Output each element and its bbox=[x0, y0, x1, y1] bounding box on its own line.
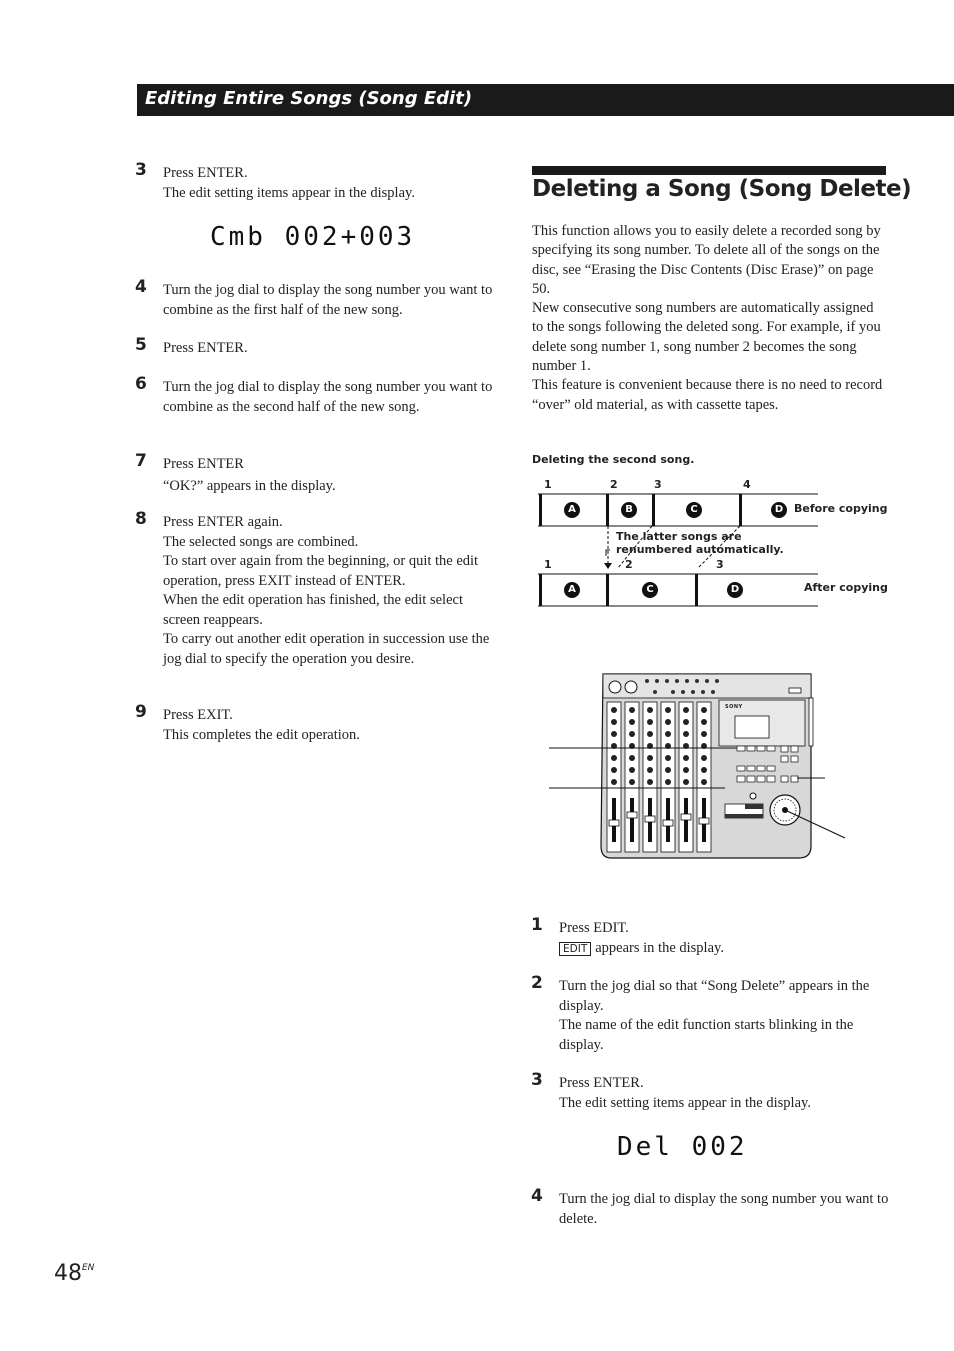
step-text: The edit setting items appear in the display. bbox=[163, 184, 415, 201]
step-number: 9 bbox=[135, 702, 147, 722]
renumber-note: The latter songs are bbox=[616, 530, 742, 543]
right-step-2 bbox=[531, 973, 889, 1055]
right-step-3 bbox=[531, 1070, 889, 1113]
left-step-4 bbox=[135, 277, 493, 320]
step-text: Press EXIT. bbox=[163, 707, 233, 723]
step-number: 3 bbox=[531, 1070, 543, 1090]
device-brand-logo: SONY bbox=[725, 704, 743, 710]
left-step-3 bbox=[135, 160, 493, 203]
diagram-caption: Deleting the second song. bbox=[532, 453, 695, 466]
step-text: Press ENTER. bbox=[163, 165, 248, 181]
step-number: 2 bbox=[531, 973, 543, 993]
song-marker-b: B bbox=[621, 502, 637, 518]
step-text: Press ENTER bbox=[163, 456, 244, 472]
step-number: 4 bbox=[135, 277, 147, 297]
step-number: 5 bbox=[135, 335, 147, 355]
left-step-5 bbox=[135, 335, 493, 359]
step-text: Press ENTER again. bbox=[163, 514, 283, 530]
step-text: Turn the jog dial so that “Song Delete” appears in the display. bbox=[559, 978, 870, 1014]
intro-paragraph: This function allows you to easily delete a recorded song by specifying its song number. To delete all of the songs on the disc, see “Erasing the Disc Contents (Disc Erase)” on page 50. bbox=[532, 223, 881, 297]
before-number: 2 bbox=[610, 478, 618, 491]
page-number bbox=[54, 1261, 94, 1286]
section-header-title: Editing Entire Songs (Song Edit) bbox=[145, 88, 473, 109]
step-number: 6 bbox=[135, 374, 147, 394]
left-step-9 bbox=[135, 702, 493, 745]
step-text: Turn the jog dial to display the song number you want to combine as the second half of the new song. bbox=[163, 379, 493, 415]
left-step-8 bbox=[135, 509, 493, 669]
step-number: 7 bbox=[135, 451, 147, 471]
step-number: 1 bbox=[531, 915, 543, 935]
renumber-note: renumbered automatically. bbox=[616, 543, 784, 556]
step-number: 3 bbox=[135, 160, 147, 180]
step-text: To carry out another edit operation in succession use the jog dial to specify the operation you desire. bbox=[163, 631, 490, 667]
before-number: 1 bbox=[544, 478, 552, 491]
page-number-value: 48 bbox=[54, 1261, 82, 1286]
left-step-7 bbox=[135, 451, 493, 496]
step-text: Turn the jog dial to display the song number you want to delete. bbox=[559, 1191, 889, 1227]
step-number: 4 bbox=[531, 1186, 543, 1206]
section-intro bbox=[532, 222, 888, 415]
lcd-display-delete: Del 002 bbox=[617, 1132, 748, 1162]
after-number: 2 bbox=[625, 558, 633, 571]
song-marker-d: D bbox=[727, 582, 743, 598]
step-number: 8 bbox=[135, 509, 147, 529]
step-text: When the edit operation has finished, the edit select screen reappears. bbox=[163, 592, 463, 628]
step-text: The edit setting items appear in the display. bbox=[559, 1094, 811, 1111]
after-number: 1 bbox=[544, 558, 552, 571]
right-step-1 bbox=[531, 915, 889, 958]
intro-paragraph: New consecutive song numbers are automatically assigned to the songs following the deleted song. For example, if you delete song number 1, song number 2 becomes the song number 1. bbox=[532, 300, 881, 375]
step-text: The name of the edit function starts blinking in the display. bbox=[559, 1017, 854, 1053]
mixer-device-illustration bbox=[545, 670, 850, 865]
step-text: Press ENTER. bbox=[559, 1075, 644, 1091]
lcd-display-combine: Cmb 002+003 bbox=[210, 222, 416, 252]
before-copying-label: Before copying bbox=[794, 502, 888, 515]
section-rule bbox=[532, 166, 886, 175]
before-number: 4 bbox=[743, 478, 751, 491]
section-title: Deleting a Song (Song Delete) bbox=[532, 176, 912, 202]
step-text: “OK?” appears in the display. bbox=[163, 477, 336, 494]
step-text: Press EDIT. bbox=[559, 920, 629, 936]
song-marker-c: C bbox=[642, 582, 658, 598]
after-copying-label: After copying bbox=[804, 581, 888, 594]
edit-indicator-badge: EDIT bbox=[559, 942, 591, 956]
step-text: The selected songs are combined. bbox=[163, 533, 359, 550]
page-number-suffix: EN bbox=[82, 1263, 95, 1273]
song-marker-a: A bbox=[564, 502, 580, 518]
right-step-4 bbox=[531, 1186, 889, 1229]
song-marker-a: A bbox=[564, 582, 580, 598]
left-step-6 bbox=[135, 374, 493, 417]
song-marker-c: C bbox=[686, 502, 702, 518]
before-number: 3 bbox=[654, 478, 662, 491]
step-text: This completes the edit operation. bbox=[163, 726, 360, 743]
after-number: 3 bbox=[716, 558, 724, 571]
section-header-bar bbox=[137, 84, 954, 116]
step-text: Turn the jog dial to display the song number you want to combine as the first half of the new song. bbox=[163, 282, 493, 318]
song-marker-d: D bbox=[771, 502, 787, 518]
step-text: appears in the display. bbox=[595, 939, 724, 956]
step-text: To start over again from the beginning, or quit the edit operation, press EXIT instead of ENTER. bbox=[163, 553, 479, 589]
step-text: Press ENTER. bbox=[163, 340, 248, 356]
intro-paragraph: This feature is convenient because there is no need to record “over” old material, as with cassette tapes. bbox=[532, 377, 883, 413]
